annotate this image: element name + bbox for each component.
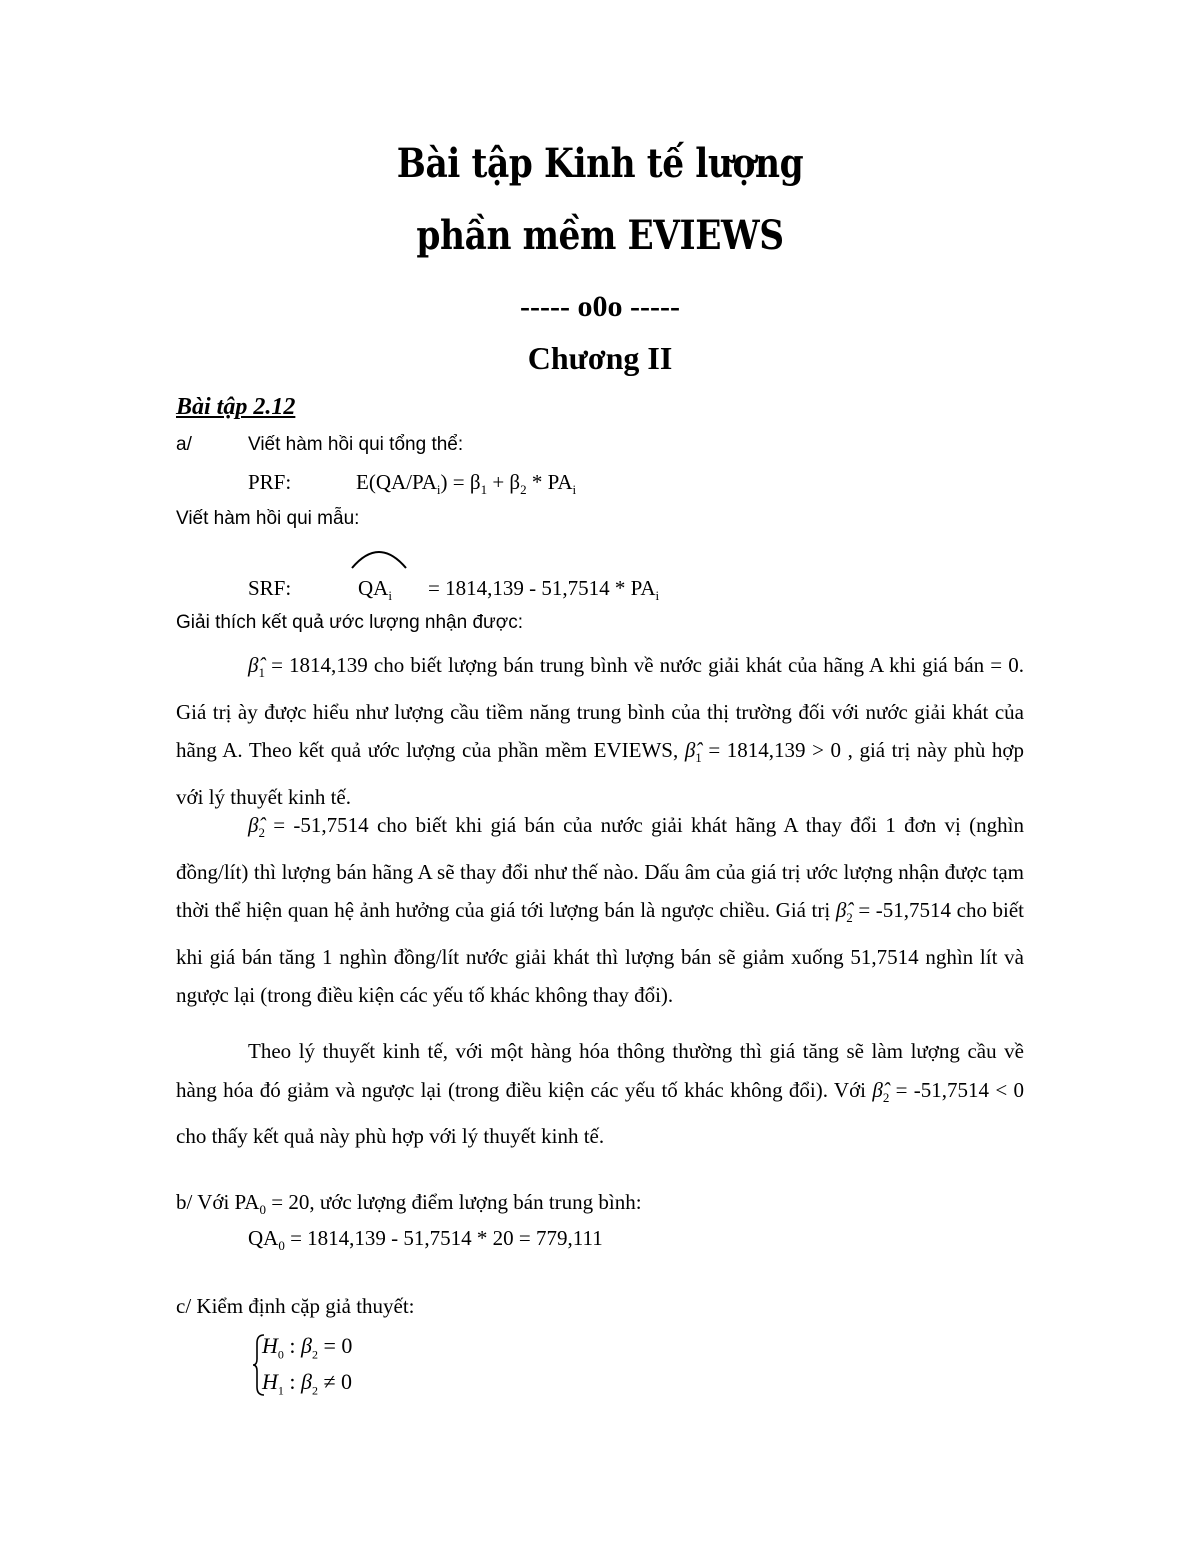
alternative-hypothesis: $H_1$ : $\beta_2 \ne 0$ — [262, 1369, 353, 1398]
page-subtitle: phần mềm EVIEWS — [416, 212, 784, 259]
srf-heading: Viết hàm hồi qui mẫu: — [176, 508, 360, 529]
point-estimate-equation: $QA_0 = 1814,139 - 51,7514 * 20 = 779,111$ — [248, 1226, 603, 1254]
null-hypothesis: $H_0$ : $\beta_2 = 0$ — [262, 1333, 353, 1362]
paragraph-beta1: $\betâ_1 = 1814,139$ cho biết lượng bán trung bình về nước giải khát của hãng A khi giá bán = 0. Giá trị ày được hiểu như lượng cầu tiềm năng trung bình của thị trường đối với nước giải khát của hãng A. Theo kết quả ước lượng của phần mềm EVIEWS, $\betâ_1 = 1814,139 > 0$ , giá trị này phù hợp với lý thuyết kinh tế. — [176, 653, 1025, 809]
chapter-heading: Chương II — [527, 340, 673, 376]
beta2-hat: $\betâ_2$ — [248, 813, 265, 841]
interpretation-heading: Giải thích kết quả ước lượng nhận được: — [176, 612, 523, 633]
srf-label: SRF: — [248, 576, 292, 600]
hat-arc — [349, 542, 409, 572]
paragraph-beta2: $\betâ_2 = -51,7514$ cho biết khi giá bán của nước giải khát hãng A thay đổi 1 đơn vị (nghìn đồng/lít) thì lượng bán hãng A sẽ thay đổi như thế nào. Dấu âm của giá trị ước lượng nhận được tạm thời thể hiện quan hệ ảnh hưởng của giá tới lượng bán là ngược chiều. Giá trị $\betâ_2 = -51,7514$ cho biết khi giá bán tăng 1 nghìn đồng/lít nước giải khát thì lượng bán sẽ giảm xuống 51,7514 nghìn lít và ngược lại (trong điều kiện các yếu tố khác không thay đổi). — [176, 813, 1025, 1008]
beta2-hat: $\betâ_2$ — [872, 1077, 890, 1105]
exercise-title: Bài tập 2.12 — [176, 394, 296, 420]
srf-lhs: $QA_i$ — [358, 576, 392, 604]
paragraph-theory: Theo lý thuyết kinh tế, với một hàng hóa thông thường thì giá tăng sẽ làm lượng cầu về hàng hóa đó giảm và ngược lại (trong điều kiện các yếu tố khác không đổi). Với $\betâ_2 = -51,7514 < 0$ cho thấy kết quả này phù hợp với lý thuyết kinh tế. — [176, 1039, 1025, 1149]
separator: ----- o0o ----- — [520, 290, 680, 323]
prf-equation: $E(QA/PA_i) = \beta_1 + \beta_2 * PA_i$ — [356, 470, 577, 498]
beta1-hat: $\betâ_1$ — [248, 653, 265, 681]
prf-heading: Viết hàm hồi qui tổng thể: — [248, 434, 464, 455]
page-title: Bài tập Kinh tế lượng — [396, 140, 804, 187]
part-c-heading: c/ Kiểm định cặp giả thuyết: — [176, 1294, 415, 1318]
beta1-hat: $\betâ_1$ — [684, 738, 702, 766]
part-a-label: a/ — [176, 434, 192, 455]
part-b-heading: b/ Với $PA_0 = 20$, ước lượng điểm lượng bán trung bình: — [176, 1190, 642, 1218]
beta2-hat: $\betâ_2$ — [835, 898, 853, 926]
prf-label: PRF: — [248, 470, 292, 494]
srf-equation: = $1814,139 - 51,7514 * PA_i$ — [428, 576, 660, 604]
